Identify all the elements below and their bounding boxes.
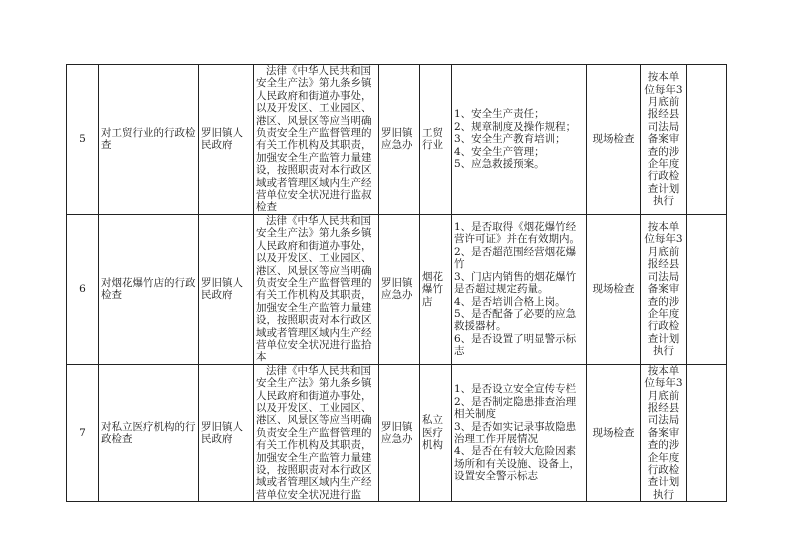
legal-basis [254,364,379,501]
blank-cell [687,65,727,215]
inspection-subject: 罗旧镇人民政府 [199,364,254,501]
legal-basis-text: 法律《中华人民共和国安全生产法》第九条乡镇人民政府和街道办事处，以及开发区、工业园区、港区、风景区等应当明确负责安全生产监督管理的有关工作机构及其职责，加强安全生产监管力量建设，按照职责对本行政区域或者管理区域内生产经营单位安全状况进行监叔检查 [256,65,372,214]
inspection-plan: 按本单位每年3月底前报经县司法局备案审查的涉企年度行政检查计划执行 [641,214,687,364]
table-row [67,65,727,215]
inspection-table-page [66,64,726,502]
inspection-item: 对私立医疗机构的行政检查 [99,364,199,501]
inspection-table [66,64,727,502]
content-line: 5、是否配备了必要的应急救援器材。 [454,307,577,333]
inspection-content [452,364,587,501]
inspection-content [452,214,587,364]
content-line: 2、是否制定隐患排查治理相关制度 [454,395,577,421]
content-line: 2、规章制度及操作规程； [454,120,577,133]
content-line: 4、是否在有较大危险因素场所和有关设施、设备上，设置安全警示标志 [454,445,580,483]
content-line: 3、是否如实记录事故隐患治理工作开展情况 [454,420,577,445]
content-line: 2、是否超范围经营烟花爆竹 [454,245,577,271]
inspection-target: 烟花爆竹店 [420,214,452,364]
inspection-item: 对烟花爆竹店的行政检查 [99,214,199,364]
inspection-method: 现场检查 [587,65,641,215]
inspection-subject: 罗旧镇人民政府 [199,65,254,215]
legal-basis [254,214,379,364]
responsible-department: 罗旧镇应急办 [379,214,420,364]
legal-basis-text: 法律《中华人民共和国安全生产法》第九条乡镇人民政府和街道办事处，以及开发区、工业园区、港区、风景区等应当明确负责安全生产监督管理的有关工作机构及其职责，加强安全生产监管力量建设，按照职责对本行政区域或者管理区域内生产经营单位安全状况进行监拾本 [256,214,372,364]
inspection-plan: 按本单位每年3月底前报经县司法局备案审查的涉企年度行政检查计划执行 [641,65,687,215]
content-line: 4、是否培训合格上岗。 [454,295,566,308]
blank-cell [687,214,727,364]
content-line: 6、是否设置了明显警示标志 [454,332,577,358]
content-line: 1、是否取得《烟花爆竹经营许可证》并在有效期内。 [454,221,580,246]
legal-basis-text: 法律《中华人民共和国安全生产法》第九条乡镇人民政府和街道办事处，以及开发区、工业园区、港区、风景区等应当明确负责安全生产监督管理的有关工作机构及其职责，加强安全生产监管力量建设，按照职责对本行政区域或者管理区域内生产经营单位安全状况进行监 [256,364,372,501]
table-row [67,364,727,501]
inspection-method: 现场检查 [587,364,641,501]
blank-cell [687,364,727,501]
inspection-item: 对工贸行业的行政检查 [99,65,199,215]
responsible-department: 罗旧镇应急办 [379,364,420,501]
inspection-plan: 按本单位每年3月底前报经县司法局备案审查的涉企年度行政检查计划执行 [641,364,687,501]
row-number: 5 [67,65,99,215]
inspection-method: 现场检查 [587,214,641,364]
row-number: 7 [67,364,99,501]
content-line: 1、安全生产责任； [454,108,545,121]
inspection-subject: 罗旧镇人民政府 [199,214,254,364]
legal-basis [254,65,379,215]
content-line: 3、安全生产教育培训； [454,133,566,146]
responsible-department: 罗旧镇应急办 [379,65,420,215]
inspection-target: 工贸行业 [420,65,452,215]
inspection-content [452,65,587,215]
content-line: 1、是否设立安全宣传专栏 [454,383,577,396]
content-line: 4、安全生产管理； [454,145,545,158]
content-line: 3、门店内销售的烟花爆竹是否超过规定药量。 [454,270,577,296]
content-line: 5、应急救援预案。 [454,158,545,171]
table-row [67,214,727,364]
inspection-target: 私立医疗机构 [420,364,452,501]
row-number: 6 [67,214,99,364]
